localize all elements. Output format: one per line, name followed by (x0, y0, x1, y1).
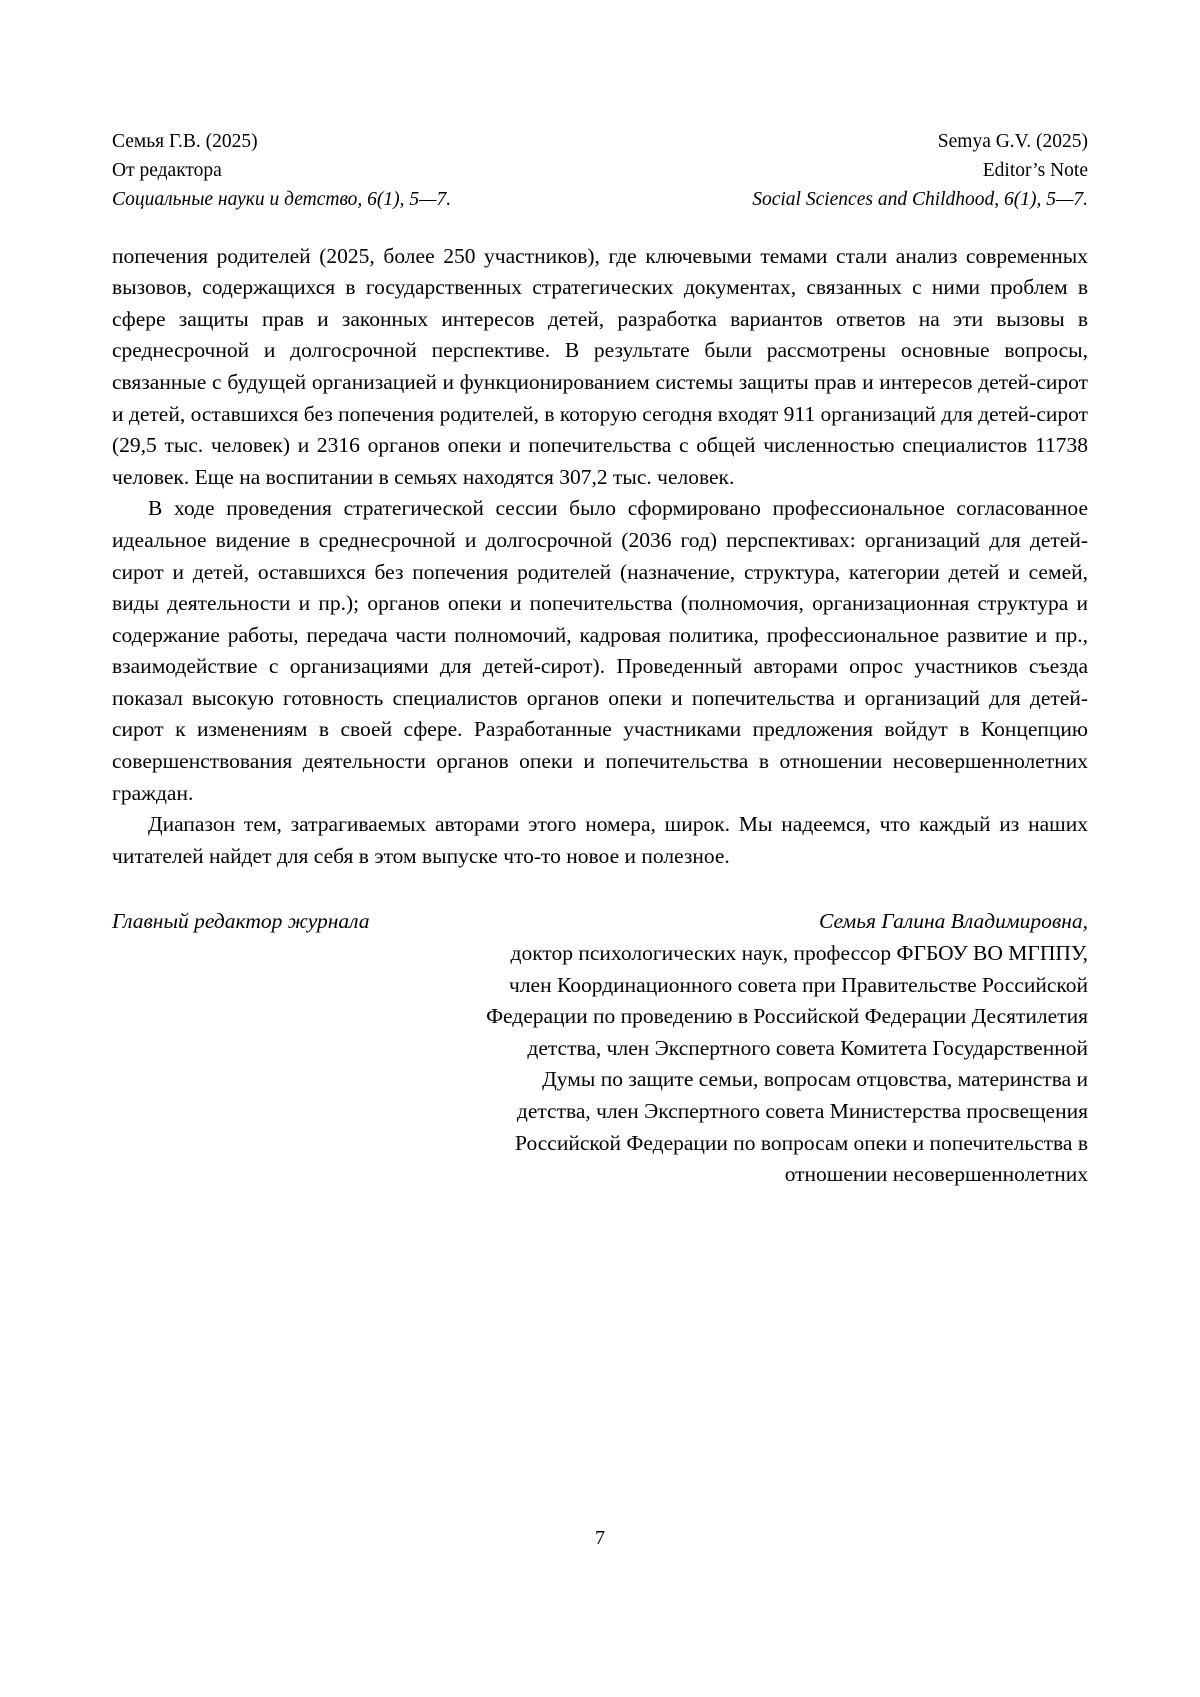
signature-credential-line: Думы по защите семьи, вопросам отцовства, материнства и (542, 1067, 1088, 1092)
running-head-left-line-1: Семья Г.В. (2025) (112, 131, 258, 152)
signature-name: Семья Галина Владимировна, (819, 909, 1088, 934)
signature-credential-line: отношении несовершеннолетних (784, 1162, 1088, 1187)
paragraph-1: попечения родителей (2025, более 250 участников), где ключевыми темами стали анализ современных вызовов, содержащихся в государственных стратегических документах, связанных с ними проблем в сфере защиты прав и законных интересов детей, разработка вариантов ответов на эти вызовы в среднесрочной и долгосрочной перспективе. В результате были рассмотрены основные вопросы, связанные с будущей организацией и функционированием системы защиты прав и интересов детей-сирот и детей, оставшихся без попечения родителей, в которую сегодня входят 911 организаций для детей-сирот (29,5 тыс. человек) и 2316 органов опеки и попечительства с общей численностью специалистов 11738 человек. Еще на воспитании в семьях находятся 307,2 тыс. человек. (112, 243, 1088, 489)
running-head-right-line-1: Semya G.V. (2025) (937, 131, 1088, 152)
paragraph-2: В ходе проведения стратегической сессии было сформировано профессиональное согласованное идеальное видение в среднесрочной и долгосрочной (2036 год) перспективах: организаций для детей-сирот и детей, оставшихся без попечения родителей (назначение, структура, категории детей и семей, виды деятельности и пр.); органов опеки и попечительства (полномочия, организационная структура и содержание работы, передача части полномочий, кадровая политика, профессиональное развитие и пр., взаимодействие с организациями для детей-сирот). Проведенный авторами опрос участников съезда показал высокую готовность специалистов органов опеки и попечительства и организаций для детей-сирот к изменениям в своей сфере. Разработанные участниками предложения войдут в Концепцию совершенствования деятельности органов опеки и попечительства в отношении несовершеннолетних граждан. (112, 496, 1088, 805)
running-head-left-line-3: Социальные науки и детство, 6(1), 5—7. (112, 188, 452, 210)
paragraph-3: Диапазон тем, затрагиваемых авторами этого номера, широк. Мы надеемся, что каждый из наших читателей найдет для себя в этом выпуске что-то новое и полезное. (112, 812, 1088, 868)
signature-credential-line: Федерации по проведению в Российской Федерации Десятилетия (486, 1004, 1088, 1029)
body-text (112, 241, 1088, 873)
running-head-right-line-3: Social Sciences and Childhood, 6(1), 5—7. (752, 188, 1088, 210)
running-head-right-line-2: Editor’s Note (982, 159, 1088, 181)
running-head (112, 128, 1088, 215)
signature-role: Главный редактор журнала (112, 909, 370, 934)
signature-block (112, 906, 1088, 1190)
signature-credential-line: Российской Федерации по вопросам опеки и попечительства в (515, 1130, 1088, 1155)
running-head-left (112, 128, 451, 215)
signature-credential-line: детства, член Экспертного совета Министерства просвещения (516, 1099, 1088, 1124)
signature-credentials (112, 938, 1088, 1191)
signature-credential-line: детства, член Экспертного совета Комитета Государственной (527, 1035, 1088, 1060)
running-head-right (752, 128, 1088, 215)
page-number: 7 (595, 1527, 605, 1549)
signature-credential-line: доктор психологических наук, профессор ФГБОУ ВО МГППУ, (510, 941, 1088, 966)
signature-top-row (112, 906, 1088, 938)
running-head-left-line-2: От редактора (112, 159, 222, 181)
signature-credential-line: член Координационного совета при Правительстве Российской (509, 972, 1088, 997)
